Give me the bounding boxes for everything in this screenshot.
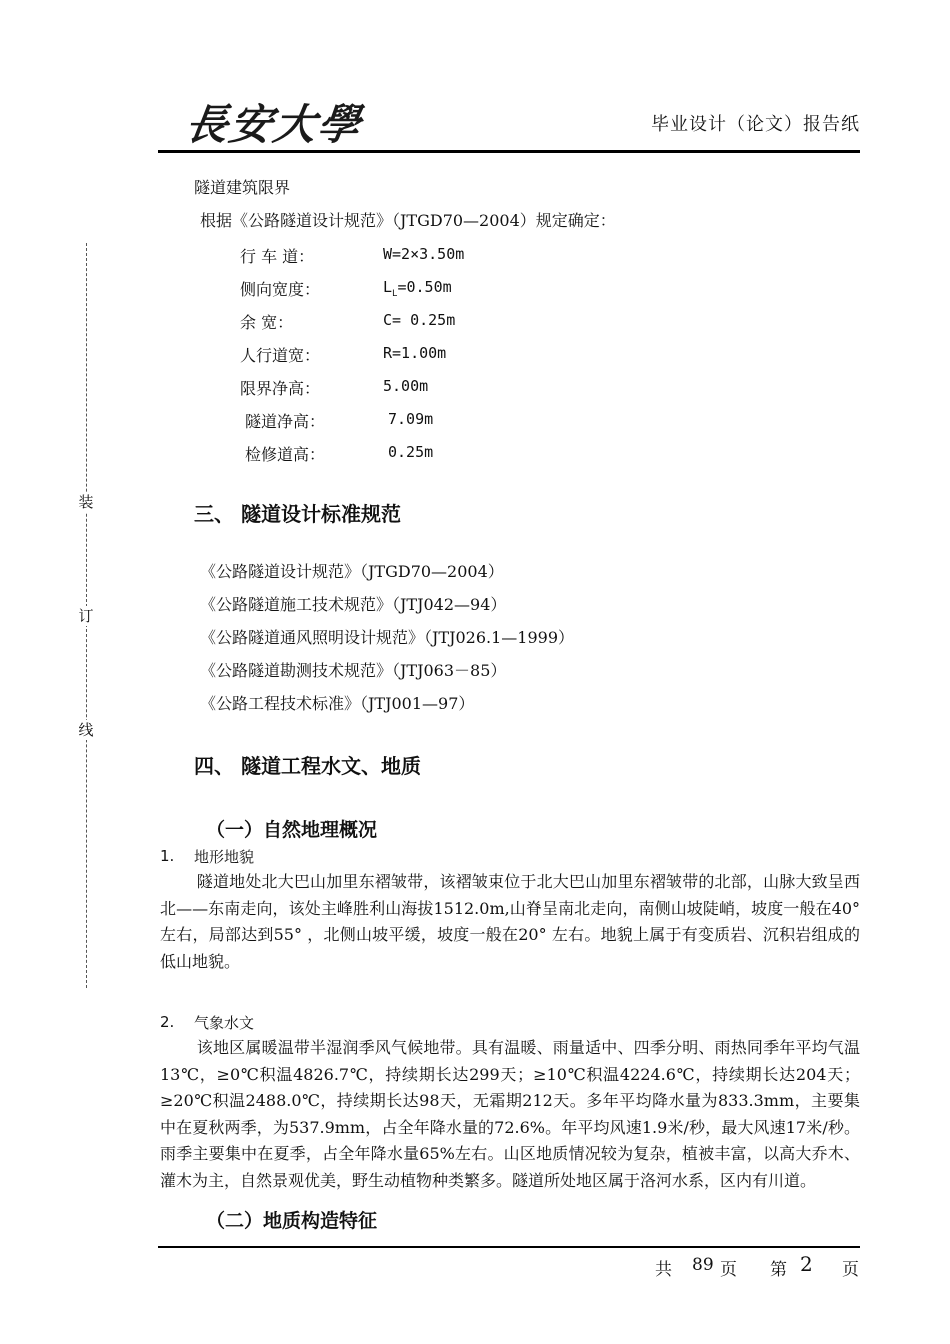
spec-value-side-width: [383, 278, 452, 299]
reference-item: 《公路隧道通风照明设计规范》（JTJ026.1—1999）: [200, 628, 575, 647]
binding-char-ding: 订: [76, 606, 96, 626]
spec-label-lane: 行 车 道：: [240, 247, 315, 266]
section-4-heading: 四、 隧道工程水文、地质: [194, 754, 421, 778]
reference-item: 《公路隧道设计规范》（JTGD70—2004）: [200, 562, 504, 581]
item-1-number: 1.: [160, 847, 175, 865]
spec-value-tunnel-height: 7.09m: [388, 410, 434, 428]
spec-label-side-width: 侧向宽度：: [240, 280, 321, 299]
subsection-1-heading: （一）自然地理概况: [206, 819, 378, 841]
spec-value-side-width-main: L: [383, 278, 393, 296]
subsection-2-heading: （二）地质构造特征: [206, 1210, 378, 1232]
clearance-basis: 根据《公路隧道设计规范》（JTGD70—2004）规定确定：: [200, 211, 616, 230]
spec-value-side-width-sub: L: [392, 289, 398, 299]
spec-value-margin: C= 0.25m: [383, 311, 456, 329]
reference-item: 《公路隧道勘测技术规范》（JTJ063－85）: [200, 661, 507, 680]
spec-label-tunnel-height: 隧道净高：: [245, 412, 326, 431]
footer-rule: [158, 1246, 860, 1248]
spec-value-lane: W=2×3.50m: [383, 245, 465, 263]
binding-char-xian: 线: [76, 720, 96, 740]
spec-value-side-width-rest: =0.50m: [397, 278, 452, 296]
header-title: 毕业设计（论文）报告纸: [651, 114, 860, 135]
spec-value-maintenance-height: 0.25m: [388, 443, 434, 461]
university-logo: 長安大學: [182, 100, 366, 149]
item-2-number: 2.: [160, 1013, 175, 1031]
item-1-title: 地形地貌: [194, 848, 255, 866]
section-3-heading: 三、 隧道设计标准规范: [194, 502, 401, 526]
page-number-suffix: 页: [842, 1260, 859, 1280]
spec-value-clear-height: 5.00m: [383, 377, 429, 395]
total-pages-prefix: 共: [655, 1260, 672, 1280]
binding-char-zhuang: 装: [76, 492, 96, 512]
header-rule: [158, 150, 860, 153]
climate-paragraph: 该地区属暖温带半湿润季风气候地带。具有温暖、雨量适中、四季分明、雨热同季年平均气温13℃，≥0℃积温4826.7℃，持续期长达299天；≥10℃积温4224.6℃，持续期长达204天；≥20℃积温2488.0℃，持续期长达98天，无霜期212天。多年平均降水量为833.3mm，主要集中在夏秋两季，为537.9mm，占全年降水量的72.6%。年平均风速1.9米/秒，最大风速17米/秒。雨季主要集中在夏季，占全年降水量65%左右。山区地质情况较为复杂，植被丰富，以高大乔木、灌木为主，自然景观优美，野生动植物种类繁多。隧道所处地区属于洛河水系，区内有川道。: [160, 1038, 860, 1190]
page-number: 2: [800, 1252, 813, 1276]
reference-item: 《公路隧道施工技术规范》（JTJ042—94）: [200, 595, 507, 614]
spec-label-margin: 余 宽：: [240, 313, 294, 332]
reference-item: 《公路工程技术标准》（JTJ001—97）: [200, 694, 475, 713]
clearance-title: 隧道建筑限界: [194, 178, 291, 197]
item-2-title: 气象水文: [194, 1014, 255, 1032]
spec-label-maintenance-height: 检修道高：: [245, 445, 326, 464]
terrain-paragraph: 隧道地处北大巴山加里东褶皱带，该褶皱束位于北大巴山加里东褶皱带的北部，山脉大致呈西北——东南走向，该处主峰胜利山海拔1512.0m,山脊呈南北走向，南侧山坡陡峭，坡度一般在40° 左右，局部达到55° ，北侧山坡平缓，坡度一般在20° 左右。地貌上属于有变质岩、沉积岩组成的低山地貌。: [160, 872, 860, 971]
page-number-prefix: 第: [770, 1260, 787, 1280]
total-pages-suffix: 页: [720, 1260, 737, 1280]
spec-value-sidewalk: R=1.00m: [383, 344, 447, 362]
total-pages: 89: [692, 1255, 714, 1275]
spec-label-clear-height: 限界净高：: [240, 379, 321, 398]
spec-label-sidewalk: 人行道宽：: [240, 346, 321, 365]
